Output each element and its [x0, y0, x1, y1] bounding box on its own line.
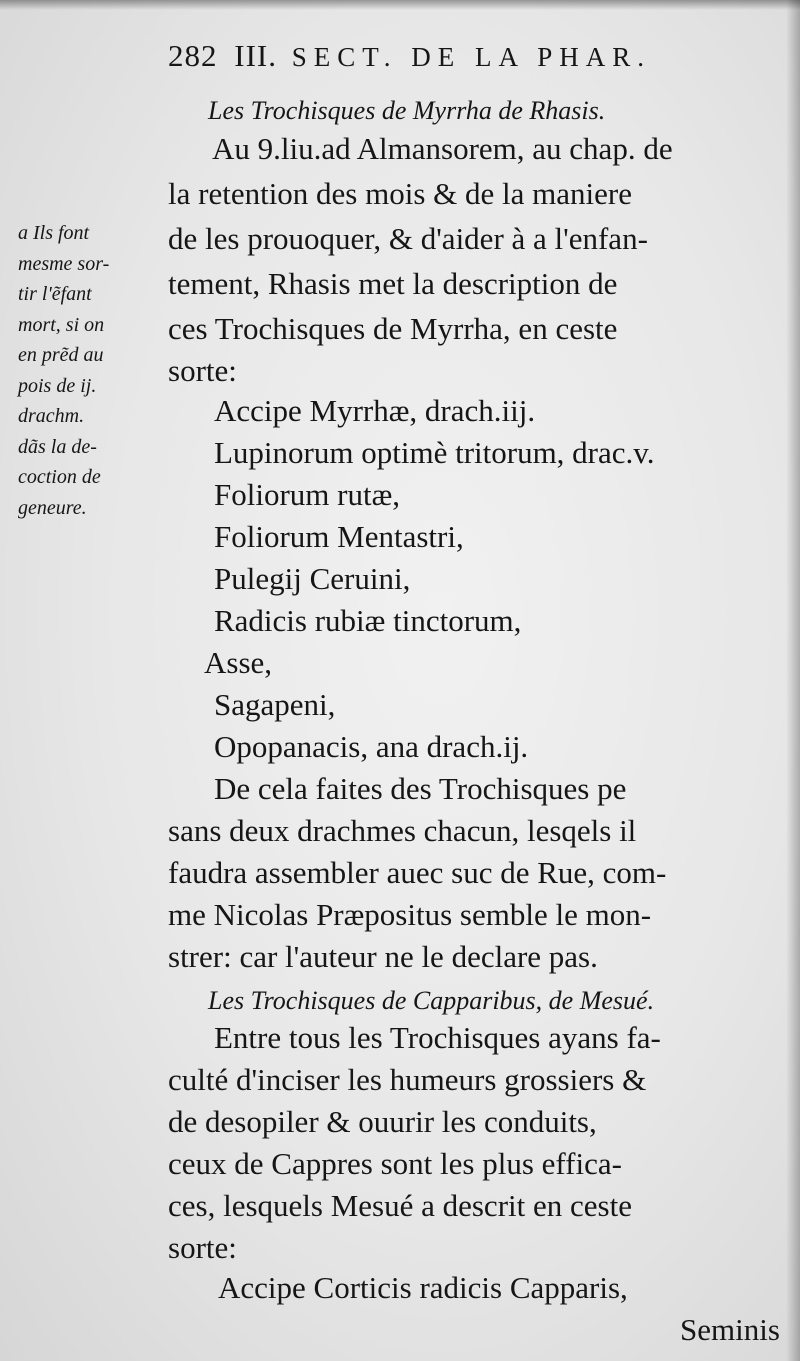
margin-note-line: en prẽd au [18, 344, 104, 366]
recipe-line: Asse, [204, 645, 273, 680]
margin-note-line: pois de ij. [18, 374, 97, 397]
text-line: ces, lesquels Mesué a descrit en ceste [168, 1188, 632, 1223]
text-line: faudra assembler auec suc de Rue, com- [168, 855, 667, 890]
heading-trochisques-capparibus: Les Trochisques de Capparibus, de Mesué. [208, 986, 655, 1015]
margin-note [18, 218, 168, 523]
text-line: Entre tous les Trochisques ayans fa- [214, 1020, 661, 1055]
text-line: la retention des mois & de la maniere [168, 176, 632, 211]
margin-note-line: a Ils font [18, 222, 90, 244]
catchword: Seminis [680, 1312, 780, 1347]
recipe-line: Foliorum rutæ, [214, 477, 401, 512]
text-line: ces Trochisques de Myrrha, en ceste [168, 311, 618, 346]
text-line: Au 9.liu.ad Almansorem, au chap. de [212, 131, 673, 166]
section-number: III. [234, 38, 277, 73]
page-top-shadow [0, 0, 800, 10]
text-line: sorte: [168, 1230, 237, 1265]
text-line: de desopiler & ouurir les conduits, [168, 1104, 597, 1139]
recipe-line: Lupinorum optimè tritorum, drac.v. [214, 435, 655, 470]
recipe-line: Foliorum Mentastri, [214, 519, 464, 554]
margin-note-line: mesme sor- [18, 252, 110, 275]
recipe-line: Accipe Myrrhæ, drach.iij. [214, 393, 536, 428]
margin-note-line: drachm. [18, 405, 85, 427]
margin-note-line: coction de [18, 466, 101, 488]
recipe-line: Pulegij Ceruini, [214, 561, 411, 596]
text-line: tement, Rhasis met la description de [168, 266, 618, 301]
heading-trochisques-myrrha: Les Trochisques de Myrrha de Rhasis. [208, 96, 606, 125]
text-line: me Nicolas Præpositus semble le mon- [168, 897, 652, 932]
recipe-line: Radicis rubiæ tinctorum, [214, 603, 522, 638]
text-line: sorte: [168, 353, 237, 388]
text-line: culté d'inciser les humeurs grossiers & [168, 1062, 647, 1097]
page-edge-shadow [786, 0, 800, 1361]
running-head [168, 38, 651, 74]
text-line: ceux de Cappres sont les plus effica- [168, 1146, 622, 1181]
page-number: 282 [168, 38, 218, 73]
text-line: strer: car l'auteur ne le declare pas. [168, 939, 598, 974]
recipe-line: Accipe Corticis radicis Capparis, [218, 1270, 628, 1305]
text-line: sans deux drachmes chacun, lesqels il [168, 813, 637, 848]
margin-note-line: geneure. [18, 496, 87, 519]
text-line: de les prouoquer, & d'aider à a l'enfan- [168, 221, 648, 256]
text-line: De cela faites des Trochisques pe [214, 771, 627, 806]
recipe-line: Sagapeni, [214, 687, 336, 722]
margin-note-line: dãs la de- [18, 435, 97, 458]
margin-note-line: mort, si on [18, 313, 105, 336]
recipe-line: Opopanacis, ana drach.ij. [214, 729, 529, 764]
margin-note-line: tir l'ẽfant [18, 283, 92, 305]
section-title: SECT. DE LA PHAR. [291, 42, 652, 72]
